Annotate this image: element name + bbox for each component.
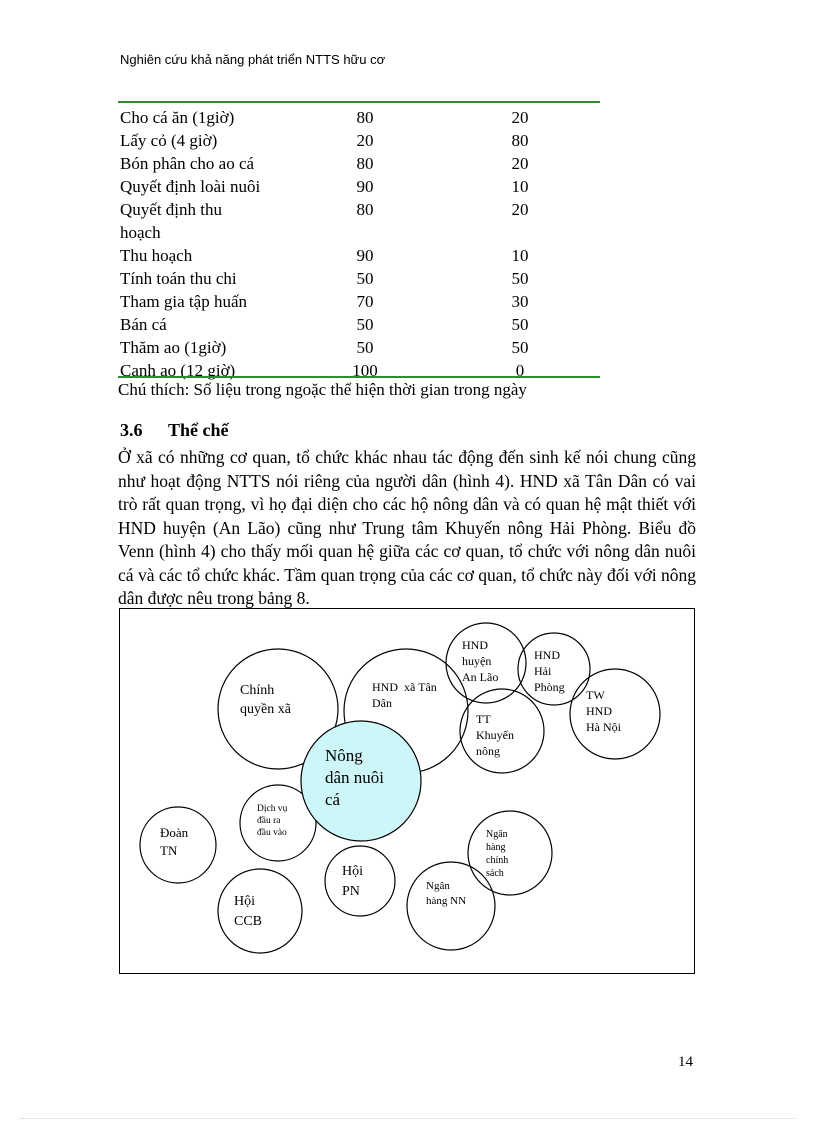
activity-cell: Bón phân cho ao cá [120, 154, 255, 173]
table-row [120, 152, 600, 175]
label-chinh-quyen-xa: Chính quyền xã [240, 683, 291, 717]
body-paragraph: Ở xã có những cơ quan, tổ chức khác nhau tác động đến sinh kế nói chung cũng như hoạt động NTTS nói riêng của người dân (hình 4). HND xã Tân Dân có vai trò rất quan trọng, vì họ đại diện cho các hộ nông dân và có quan hệ mật thiết với HND huyện (An Lão) cũng như Trung tâm Khuyến nông Hải Phòng. Biểu đồ Venn (hình 4) cho thấy mối quan hệ giữa các cơ quan, tổ chức với nông dân nuôi cá và các tổ chức khác. Tầm quan trọng của các cơ quan, tổ chức này đối với nông dân được nêu trong bảng 8. [118, 447, 696, 608]
value-cell-1: 50 [356, 338, 374, 357]
value-cell-2: 20 [511, 108, 529, 127]
activity-cell: Tính toán thu chi [120, 269, 237, 288]
label-hnd-huyen: HND huyện An Lão [462, 638, 499, 684]
value-cell-1: 90 [356, 177, 374, 196]
table-top-rule [118, 101, 600, 103]
value-cell-2: 50 [511, 338, 529, 357]
circle-hoi-pn [325, 846, 395, 916]
label-dich-vu: Dịch vụ đầu ra đầu vào [257, 804, 288, 838]
activity-cell: Bán cá [120, 315, 167, 334]
activity-cell: Cho cá ăn (1giờ) [120, 108, 235, 127]
value-cell-1: 50 [356, 269, 374, 288]
table-row [120, 106, 600, 129]
value-cell-2: 10 [511, 246, 529, 265]
value-cell-1: 70 [356, 292, 374, 311]
activity-cell: Thu hoạch [120, 246, 193, 265]
value-cell-1: 80 [356, 200, 374, 219]
table-row [120, 359, 600, 382]
value-cell-2: 50 [511, 315, 529, 334]
value-cell-1: 80 [356, 108, 374, 127]
table-row [120, 267, 600, 290]
activity-cell: Canh ao (12 giờ) [120, 361, 236, 380]
circle-doan-tn [140, 807, 216, 883]
activity-cell: Thăm ao (1giờ) [120, 338, 227, 357]
value-cell-2: 10 [511, 177, 529, 196]
circle-hoi-ccb [218, 869, 302, 953]
value-cell-2: 30 [511, 292, 529, 311]
table-row [120, 336, 600, 359]
label-ngan-hang-chinh-sach: Ngân hàng chính sách [486, 829, 509, 879]
value-cell-2: 20 [511, 200, 529, 219]
venn-diagram [120, 609, 696, 975]
activity-cell: Quyết định loài nuôi [120, 177, 261, 196]
label-hoi-pn: Hội PN [342, 864, 363, 899]
value-cell-1: 50 [356, 315, 374, 334]
table-row [120, 290, 600, 313]
value-cell-2: 20 [511, 154, 529, 173]
label-ngan-hang-nn: Ngân hàng NN [426, 880, 467, 907]
circle-ngan-hang-chinh-sach [468, 811, 552, 895]
table-row [120, 129, 600, 152]
activity-table [120, 106, 600, 382]
label-hoi-ccb: Hội CCB [234, 894, 263, 929]
page-number: 14 [678, 1054, 693, 1070]
value-cell-1: 80 [356, 154, 374, 173]
table-row [120, 175, 600, 198]
section-heading [120, 420, 229, 441]
page-bottom-divider [20, 1118, 796, 1119]
table-bottom-rule [118, 376, 600, 378]
table-row [120, 244, 600, 267]
activity-cell: Tham gia tập huấn [120, 292, 247, 311]
label-doan-tn: Đoàn TN [160, 825, 189, 858]
value-cell-1: 100 [352, 361, 378, 380]
section-number: 3.6 [120, 420, 143, 440]
value-cell-2: 50 [511, 269, 529, 288]
label-hnd-xa-tan-dan: HND xã Tân Dân [372, 680, 437, 710]
label-nong-dan-nuoi-ca: Nông dân nuôi cá [325, 746, 385, 809]
activity-cell: Lấy cỏ (4 giờ) [120, 131, 218, 150]
label-hnd-hai-phong: HND Hải Phòng [534, 648, 565, 694]
value-cell-1: 90 [356, 246, 374, 265]
running-header: Nghiên cứu khả năng phát triển NTTS hữu cơ [120, 52, 386, 67]
table-row [120, 198, 600, 244]
value-cell-2: 0 [515, 361, 525, 380]
label-tt-khuyen-nong: TT Khuyến nông [476, 712, 514, 758]
value-cell-1: 20 [356, 131, 374, 150]
circle-tw-hnd-ha-noi [570, 669, 660, 759]
label-tw-hnd-ha-noi: TW HND Hà Nội [586, 688, 621, 734]
activity-cell: Quyết định thu hoạch [120, 200, 222, 242]
venn-diagram-frame [119, 608, 695, 974]
table-note: Chú thích: Số liệu trong ngoặc thể hiện thời gian trong ngày [118, 380, 527, 399]
table-row [120, 313, 600, 336]
value-cell-2: 80 [511, 131, 529, 150]
section-title: Thể chế [168, 420, 229, 440]
